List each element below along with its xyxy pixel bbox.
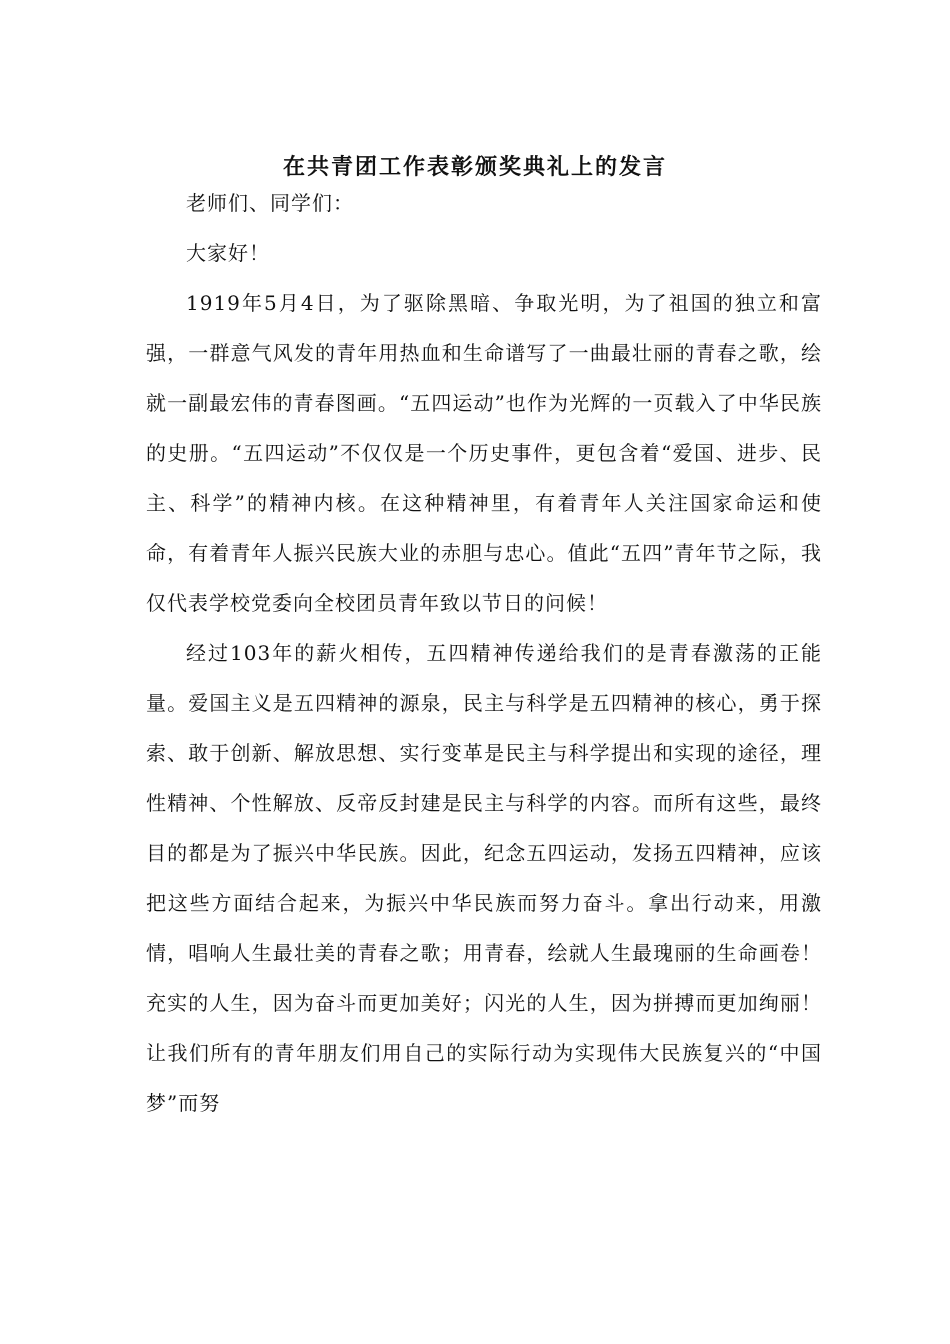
greeting: 大家好！ (186, 241, 270, 265)
document-body (146, 178, 822, 1128)
salutation: 老师们、同学们： (186, 191, 354, 215)
paragraph-2: 经过103年的薪火相传，五四精神传递给我们的是青春激荡的正能量。爱国主义是五四精神的源泉，民主与科学是五四精神的核心，勇于探索、敢于创新、解放思想、实行变革是民主与科学提出和实现的途径，理性精神、个性解放、反帝反封建是民主与科学的内容。而所有这些，最终目的都是为了振兴中华民族。因此，纪念五四运动，发扬五四精神，应该把这些方面结合起来，为振兴中华民族而努力奋斗。拿出行动来，用激情，唱响人生最壮美的青春之歌；用青春，绘就人生最瑰丽的生命画卷！充实的人生，因为奋斗而更加美好；闪光的人生，因为拼搏而更加绚丽！让我们所有的青年朋友们用自己的实际行动为实现伟大民族复兴的“中国梦”而努 (146, 641, 822, 1115)
document-title: 在共青团工作表彰颁奖典礼上的发言 (282, 155, 667, 180)
paragraph-1: 1919年5月4日，为了驱除黑暗、争取光明，为了祖国的独立和富强，一群意气风发的青年用热血和生命谱写了一曲最壮丽的青春之歌，绘就一副最宏伟的青春图画。“五四运动”也作为光辉的一页载入了中华民族的史册。“五四运动”不仅仅是一个历史事件，更包含着“爱国、进步、民主、科学”的精神内核。在这种精神里，有着青年人关注国家命运和使命，有着青年人振兴民族大业的赤胆与忠心。值此“五四”青年节之际，我仅代表学校党委向全校团员青年致以节日的问候！ (146, 291, 822, 615)
